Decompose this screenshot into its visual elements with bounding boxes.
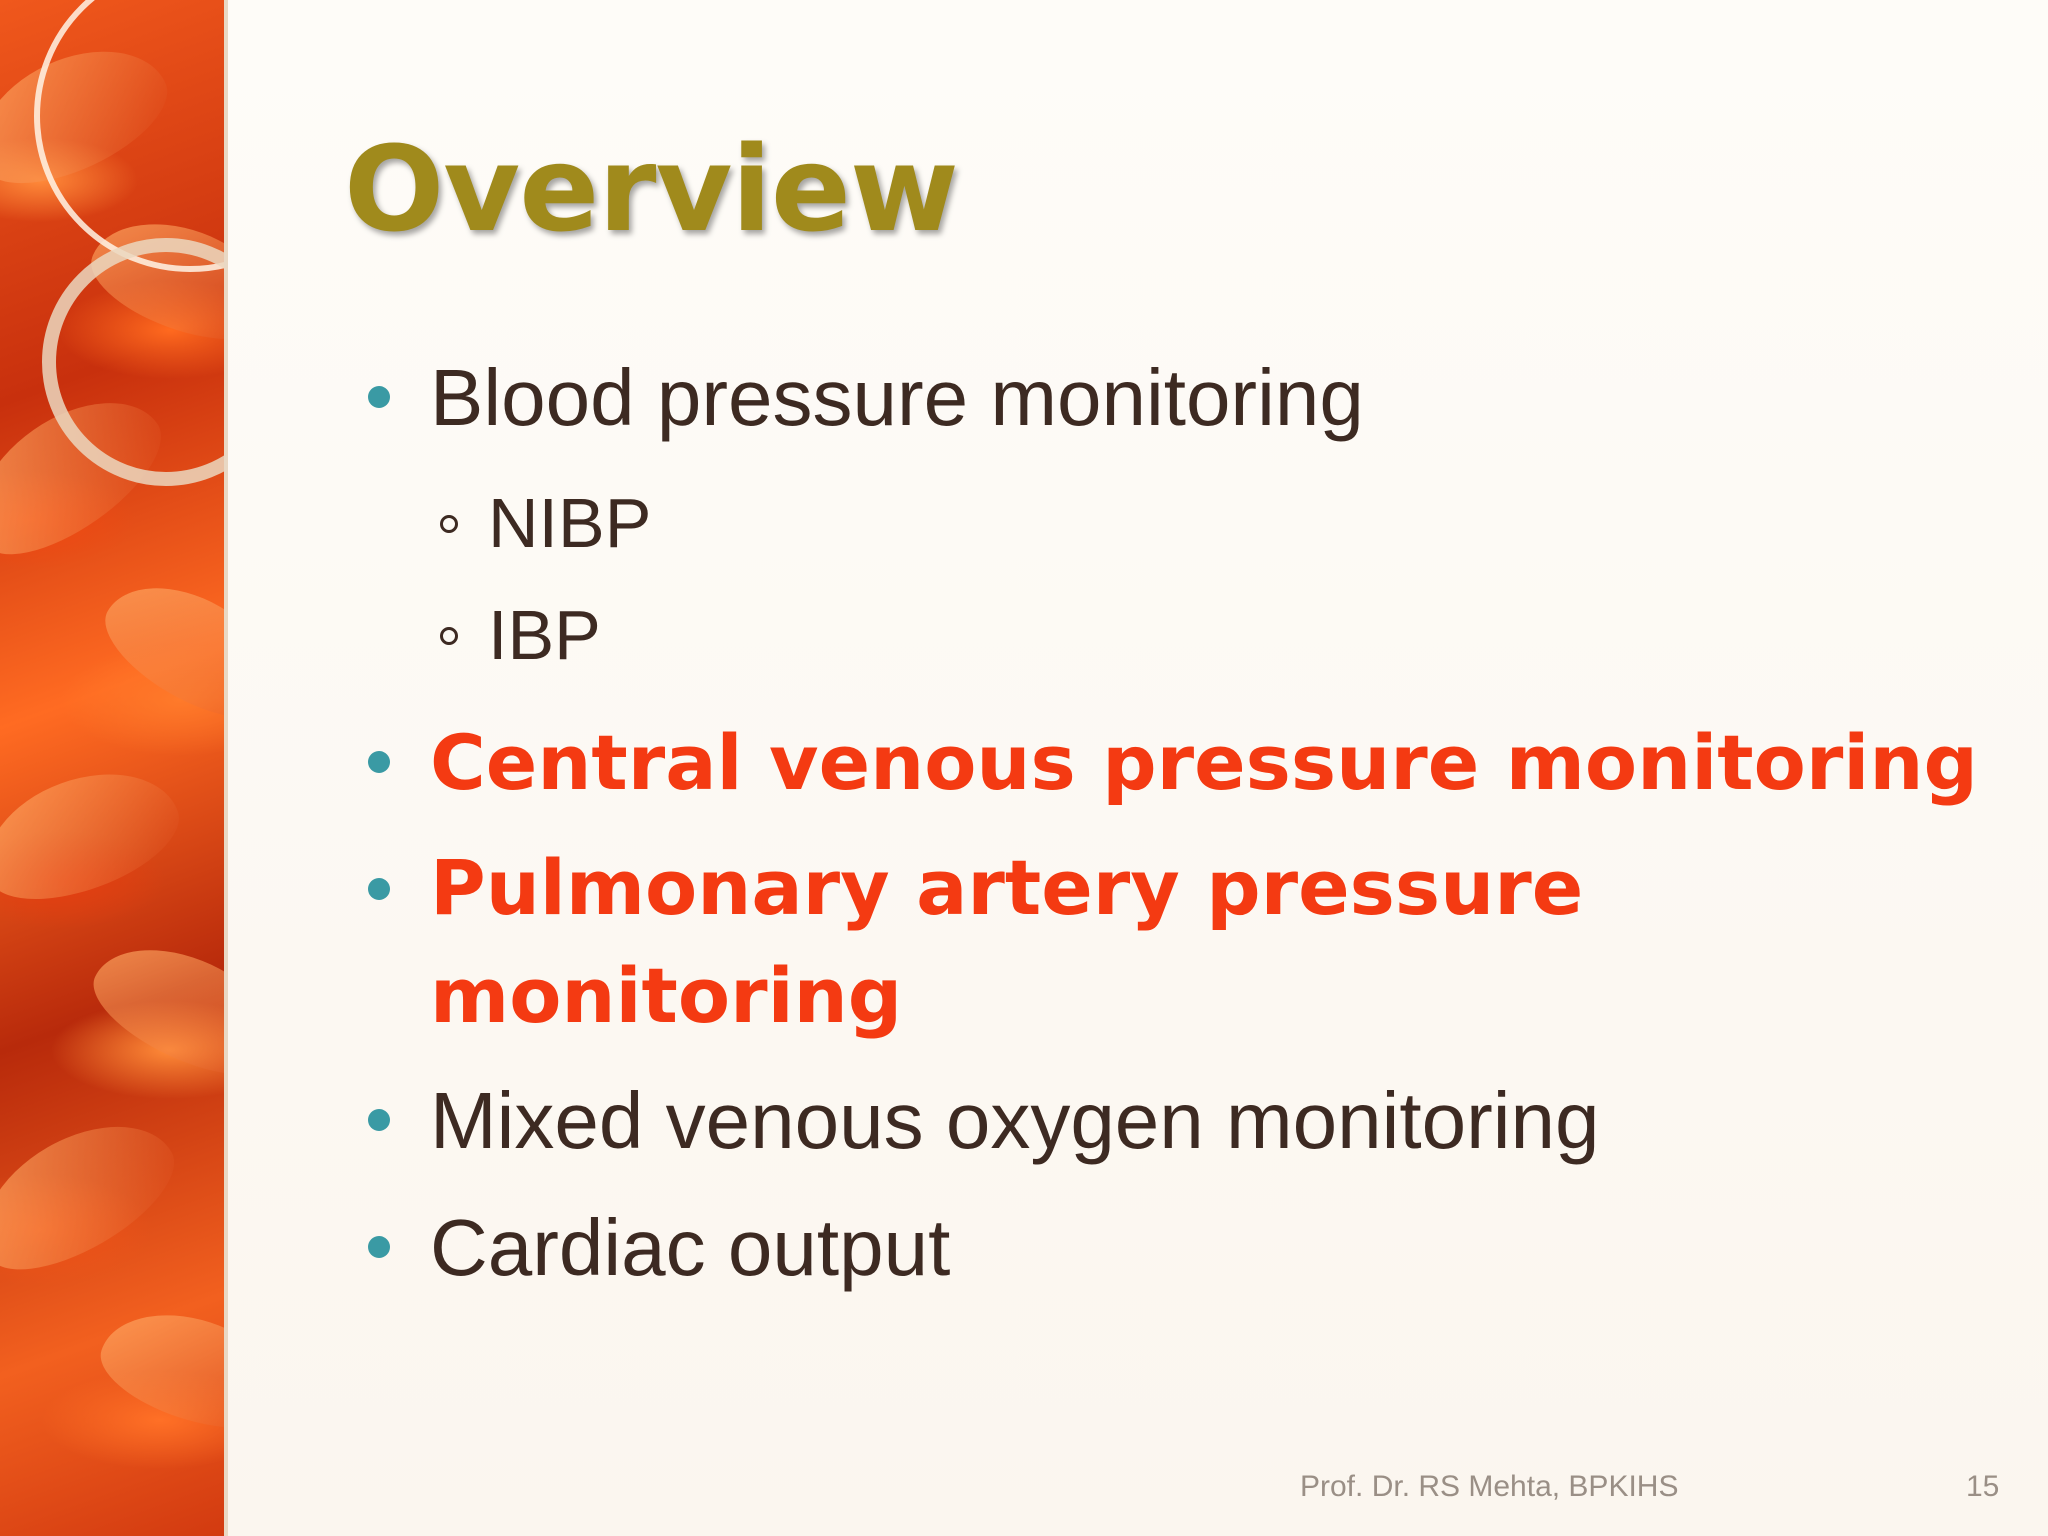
bullet-icon bbox=[368, 751, 390, 773]
sub-list-item-text: IBP bbox=[488, 596, 601, 674]
list-item-text: Central venous pressure monitoring bbox=[430, 718, 1978, 807]
flower-decoration-image bbox=[0, 0, 228, 1536]
slide-title: Overview bbox=[344, 120, 958, 258]
hollow-bullet-icon bbox=[440, 627, 458, 645]
page-number: 15 bbox=[1966, 1470, 2000, 1503]
list-item bbox=[360, 1192, 2000, 1304]
decorative-ring bbox=[34, 0, 228, 272]
bullet-icon bbox=[368, 878, 390, 900]
bullet-icon bbox=[368, 386, 390, 408]
hollow-bullet-icon bbox=[440, 515, 458, 533]
list-item-text: Cardiac output bbox=[430, 1203, 951, 1292]
bullet-icon bbox=[368, 1109, 390, 1131]
sub-list-item bbox=[360, 581, 2000, 689]
bullet-icon bbox=[368, 1236, 390, 1258]
footer-author: Prof. Dr. RS Mehta, BPKIHS bbox=[1300, 1470, 1679, 1503]
sub-list-item-text: NIBP bbox=[488, 484, 652, 562]
list-item-text: Mixed venous oxygen monitoring bbox=[430, 1076, 1600, 1165]
sub-list-item bbox=[360, 469, 2000, 577]
list-item bbox=[360, 1065, 2000, 1177]
list-item bbox=[360, 707, 2000, 819]
strip-divider bbox=[224, 0, 228, 1536]
list-item bbox=[360, 342, 2000, 454]
list-item-text: Pulmonary artery pressure monitoring bbox=[430, 843, 1584, 1040]
list-item-text: Blood pressure monitoring bbox=[430, 353, 1364, 442]
bullet-list bbox=[360, 342, 2000, 1319]
list-item bbox=[360, 834, 1610, 1050]
